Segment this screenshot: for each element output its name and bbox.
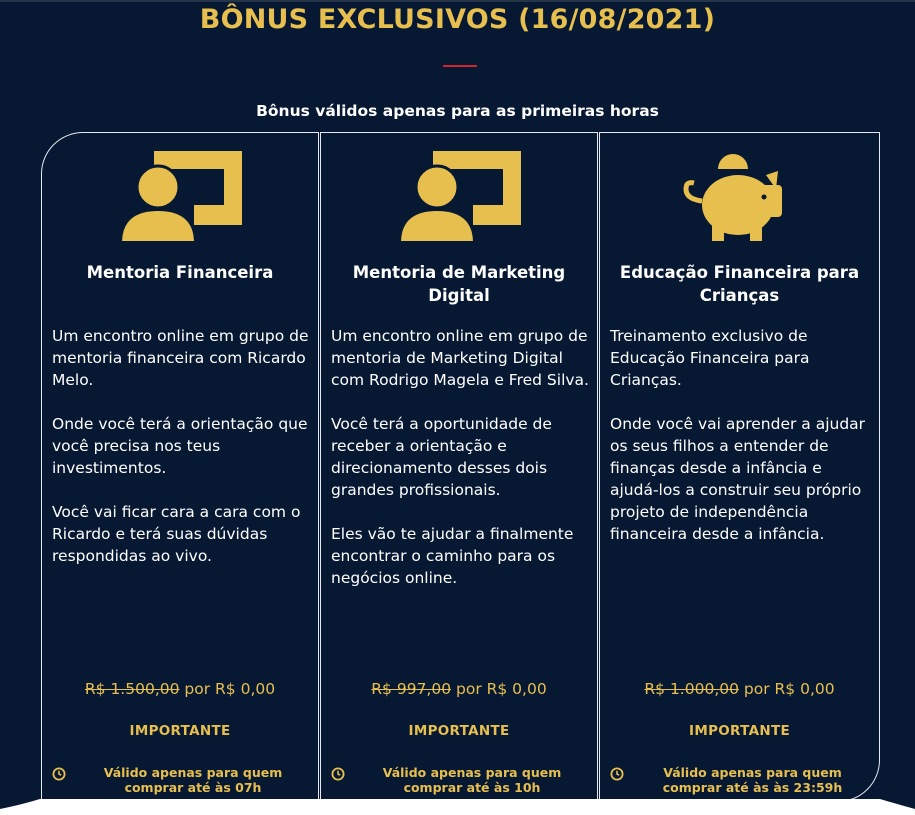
bottom-wave xyxy=(0,799,915,815)
card-paragraph: Você terá a oportunidade de receber a orientação e direcionamento desses dois grandes profissionais. xyxy=(331,415,552,499)
top-border xyxy=(0,0,915,2)
old-price: R$ 1.500,00 xyxy=(84,680,180,698)
clock-icon xyxy=(610,767,624,781)
important-label: IMPORTANTE xyxy=(689,723,790,739)
new-price: por R$ 0,00 xyxy=(179,680,276,698)
important-label: IMPORTANTE xyxy=(408,723,510,739)
bonus-card-mentoria-marketing xyxy=(320,132,598,802)
card-paragraph: Eles vão te ajudar a finalmente encontrar o caminho para os negócios online. xyxy=(331,525,574,587)
page-subtitle: Bônus válidos apenas para as primeiras horas xyxy=(256,102,659,120)
new-price: por R$ 0,00 xyxy=(451,680,547,698)
bonus-card-educacao-criancas xyxy=(599,132,880,802)
validity-note xyxy=(600,765,879,799)
card-paragraph: Um encontro online em grupo de mentoria financeira com Ricardo Melo. xyxy=(52,327,309,389)
clock-icon xyxy=(331,767,345,781)
bonus-card-mentoria-financeira xyxy=(41,132,319,802)
card-paragraph: Você vai ficar cara a cara com o Ricardo e terá suas dúvidas respondidas ao vivo. xyxy=(52,503,301,565)
important-label: IMPORTANTE xyxy=(129,723,231,739)
page-title: BÔNUS EXCLUSIVOS (16/08/2021) xyxy=(199,4,716,35)
card-paragraph: Um encontro online em grupo de mentoria de Marketing Digital com Rodrigo Magela e Fred Silva. xyxy=(331,327,589,389)
validity-note xyxy=(42,765,318,799)
clock-icon xyxy=(52,767,66,781)
card-price xyxy=(42,680,318,698)
card-description xyxy=(331,325,589,611)
validity-text: Válido apenas para quem comprar até às 07h xyxy=(103,765,283,795)
validity-text: Válido apenas para quem comprar até às às 23:59h xyxy=(662,765,843,795)
old-price: R$ 997,00 xyxy=(371,680,452,698)
validity-note xyxy=(321,765,597,799)
card-price xyxy=(321,680,597,698)
presentation-person-icon xyxy=(321,141,597,241)
card-paragraph: Onde você vai aprender a ajudar os seus filhos a entender de finanças desde a infância e ajudá-los a construir seu próprio projeto de independência financeira desde a infância. xyxy=(610,415,866,543)
piggy-bank-icon xyxy=(600,141,879,241)
card-price xyxy=(600,680,879,698)
card-title: Mentoria Financeira xyxy=(86,263,274,282)
validity-text: Válido apenas para quem comprar até às 10h xyxy=(382,765,562,795)
card-title: Mentoria de Marketing Digital xyxy=(352,263,566,305)
card-title: Educação Financeira para Crianças xyxy=(619,263,860,305)
bonus-cards xyxy=(41,132,880,804)
presentation-person-icon xyxy=(42,141,318,241)
old-price: R$ 1.000,00 xyxy=(644,680,739,698)
title-divider xyxy=(443,65,477,67)
card-paragraph: Onde você terá a orientação que você precisa nos teus investimentos. xyxy=(52,415,308,477)
new-price: por R$ 0,00 xyxy=(738,680,835,698)
card-description xyxy=(610,325,871,567)
card-description xyxy=(52,325,310,589)
card-paragraph: Treinamento exclusivo de Educação Financeira para Crianças. xyxy=(610,327,810,389)
